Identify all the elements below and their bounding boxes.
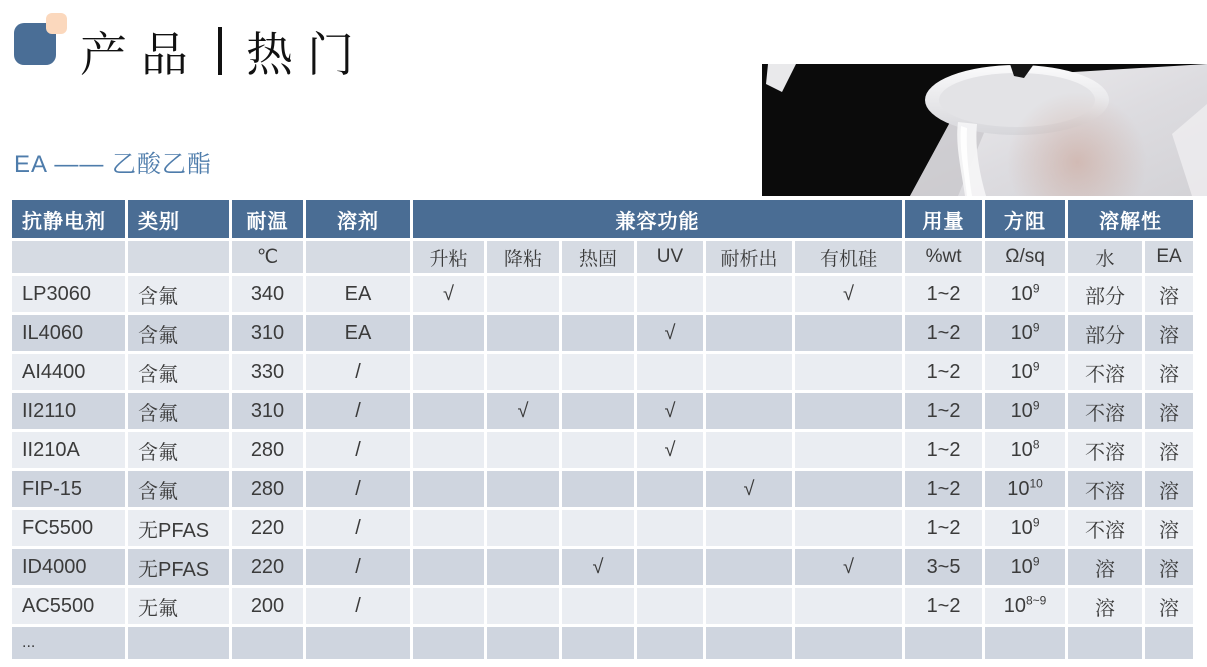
table-cell: 1~2 bbox=[905, 276, 982, 312]
table-cell bbox=[795, 627, 902, 659]
table-cell bbox=[706, 627, 792, 659]
table-cell: 无PFAS bbox=[128, 510, 229, 546]
table-cell: √ bbox=[637, 393, 703, 429]
table-row bbox=[12, 276, 1193, 312]
table-cell: 200 bbox=[232, 588, 303, 624]
resistance-value: $10^9$ bbox=[985, 354, 1065, 390]
table-cell bbox=[413, 354, 484, 390]
table-cell bbox=[795, 315, 902, 351]
table-row bbox=[12, 393, 1193, 429]
table-cell bbox=[562, 627, 634, 659]
resistance-value: $10^9$ bbox=[985, 315, 1065, 351]
resistance-value: $10^{10}$ bbox=[985, 471, 1065, 507]
table-cell: √ bbox=[706, 471, 792, 507]
product-name-cell: II210A bbox=[12, 432, 125, 468]
table-subheader-row bbox=[12, 241, 1193, 273]
table-cell bbox=[487, 432, 559, 468]
table-subheader-cell: 升粘 bbox=[413, 241, 484, 273]
table-cell bbox=[413, 510, 484, 546]
table-subheader-cell: EA bbox=[1145, 241, 1193, 273]
section-subtitle: EA —— 乙酸乙酯 bbox=[14, 151, 213, 178]
table-cell: 1~2 bbox=[905, 471, 982, 507]
table-header-cell: 类别 bbox=[128, 200, 229, 238]
table-cell: 溶 bbox=[1145, 549, 1193, 585]
table-cell bbox=[487, 627, 559, 659]
table-cell: 溶 bbox=[1145, 276, 1193, 312]
table-subheader-cell: Ω/sq bbox=[985, 241, 1065, 273]
table-cell bbox=[562, 510, 634, 546]
table-row bbox=[12, 432, 1193, 468]
table-cell: 无PFAS bbox=[128, 549, 229, 585]
table-cell bbox=[487, 471, 559, 507]
page-title-right: 热门 bbox=[246, 29, 368, 82]
table-cell bbox=[706, 432, 792, 468]
table-cell bbox=[487, 549, 559, 585]
product-name-cell: LP3060 bbox=[12, 276, 125, 312]
table-cell: / bbox=[306, 510, 410, 546]
table-row bbox=[12, 471, 1193, 507]
table-header-cell: 溶剂 bbox=[306, 200, 410, 238]
resistance-value: $10^{8\sim 9}$ bbox=[985, 588, 1065, 624]
table-cell: 310 bbox=[232, 393, 303, 429]
table-row bbox=[12, 549, 1193, 585]
table-row bbox=[12, 510, 1193, 546]
table-cell: 溶 bbox=[1145, 432, 1193, 468]
table-cell bbox=[706, 315, 792, 351]
table-subheader-cell: 水 bbox=[1068, 241, 1142, 273]
table-cell: 1~2 bbox=[905, 315, 982, 351]
product-name-cell: AC5500 bbox=[12, 588, 125, 624]
product-name-cell: ID4000 bbox=[12, 549, 125, 585]
table-cell: 1~2 bbox=[905, 393, 982, 429]
table-cell bbox=[562, 393, 634, 429]
table-cell bbox=[795, 393, 902, 429]
table-cell: 含氟 bbox=[128, 354, 229, 390]
product-name-cell: IL4060 bbox=[12, 315, 125, 351]
resistance-value: $10^9$ bbox=[985, 276, 1065, 312]
table-cell bbox=[128, 627, 229, 659]
table-header-row bbox=[12, 200, 1193, 238]
table-cell: 340 bbox=[232, 276, 303, 312]
table-cell: 无氟 bbox=[128, 588, 229, 624]
table-cell: 1~2 bbox=[905, 588, 982, 624]
logo-mark bbox=[13, 12, 69, 68]
table-cell bbox=[706, 549, 792, 585]
products-table-wrap bbox=[9, 197, 1196, 662]
table-subheader-cell bbox=[128, 241, 229, 273]
table-cell: 部分 bbox=[1068, 276, 1142, 312]
table-row bbox=[12, 588, 1193, 624]
table-cell bbox=[413, 549, 484, 585]
table-cell: 不溶 bbox=[1068, 354, 1142, 390]
page-title-left: 产品 bbox=[80, 29, 202, 82]
table-row bbox=[12, 354, 1193, 390]
table-subheader-cell bbox=[306, 241, 410, 273]
table-cell bbox=[637, 588, 703, 624]
table-subheader-cell: %wt bbox=[905, 241, 982, 273]
table-cell: √ bbox=[487, 393, 559, 429]
table-cell: / bbox=[306, 471, 410, 507]
table-cell bbox=[706, 354, 792, 390]
table-header-cell: 溶解性 bbox=[1068, 200, 1193, 238]
table-cell bbox=[487, 588, 559, 624]
table-cell bbox=[487, 315, 559, 351]
table-cell: 310 bbox=[232, 315, 303, 351]
table-cell: 含氟 bbox=[128, 276, 229, 312]
product-name-cell: ... bbox=[12, 627, 125, 659]
table-cell: 部分 bbox=[1068, 315, 1142, 351]
logo-peach-square-icon bbox=[46, 13, 67, 34]
table-cell bbox=[637, 549, 703, 585]
table-header-cell: 方阻 bbox=[985, 200, 1065, 238]
resistance-value: $10^9$ bbox=[985, 510, 1065, 546]
table-cell: √ bbox=[637, 315, 703, 351]
table-cell: 220 bbox=[232, 549, 303, 585]
resistance-value: $10^9$ bbox=[985, 549, 1065, 585]
product-name-cell: FIP-15 bbox=[12, 471, 125, 507]
product-name-cell: FC5500 bbox=[12, 510, 125, 546]
table-cell bbox=[562, 471, 634, 507]
table-cell bbox=[706, 510, 792, 546]
table-cell: 溶 bbox=[1145, 471, 1193, 507]
table-cell bbox=[413, 627, 484, 659]
table-cell: 280 bbox=[232, 432, 303, 468]
table-cell: 不溶 bbox=[1068, 432, 1142, 468]
table-cell: 不溶 bbox=[1068, 393, 1142, 429]
table-cell bbox=[905, 627, 982, 659]
table-cell bbox=[413, 393, 484, 429]
table-subheader-cell: ℃ bbox=[232, 241, 303, 273]
table-cell: / bbox=[306, 432, 410, 468]
table-cell: 含氟 bbox=[128, 432, 229, 468]
table-cell bbox=[306, 627, 410, 659]
table-cell bbox=[413, 432, 484, 468]
table-cell bbox=[795, 471, 902, 507]
table-cell bbox=[985, 627, 1065, 659]
table-cell bbox=[562, 315, 634, 351]
table-cell: 1~2 bbox=[905, 432, 982, 468]
resistance-value: $10^9$ bbox=[985, 393, 1065, 429]
table-cell: 溶 bbox=[1068, 588, 1142, 624]
table-header-cell: 用量 bbox=[905, 200, 982, 238]
page-title bbox=[80, 22, 368, 80]
table-header-cell: 兼容功能 bbox=[413, 200, 902, 238]
table-header-cell: 耐温 bbox=[232, 200, 303, 238]
table-cell bbox=[637, 510, 703, 546]
table-cell bbox=[487, 276, 559, 312]
table-cell bbox=[487, 510, 559, 546]
table-cell: √ bbox=[413, 276, 484, 312]
table-cell: 溶 bbox=[1145, 315, 1193, 351]
table-cell bbox=[562, 276, 634, 312]
table-cell: / bbox=[306, 588, 410, 624]
liquid-pour-photo bbox=[762, 64, 1207, 196]
table-cell bbox=[795, 588, 902, 624]
table-cell bbox=[1068, 627, 1142, 659]
table-cell: 溶 bbox=[1145, 393, 1193, 429]
table-cell: 不溶 bbox=[1068, 471, 1142, 507]
table-cell: EA bbox=[306, 315, 410, 351]
table-cell: 220 bbox=[232, 510, 303, 546]
table-cell: 含氟 bbox=[128, 471, 229, 507]
table-cell: √ bbox=[795, 549, 902, 585]
table-cell bbox=[562, 432, 634, 468]
table-subheader-cell: 耐析出 bbox=[706, 241, 792, 273]
table-subheader-cell bbox=[12, 241, 125, 273]
table-cell: √ bbox=[795, 276, 902, 312]
table-cell: 不溶 bbox=[1068, 510, 1142, 546]
table-cell: 1~2 bbox=[905, 510, 982, 546]
product-name-cell: II2110 bbox=[12, 393, 125, 429]
table-cell bbox=[562, 588, 634, 624]
table-cell bbox=[795, 510, 902, 546]
table-subheader-cell: UV bbox=[637, 241, 703, 273]
table-cell bbox=[637, 471, 703, 507]
title-divider bbox=[218, 27, 222, 75]
table-cell bbox=[413, 588, 484, 624]
table-cell bbox=[637, 627, 703, 659]
table-cell bbox=[1145, 627, 1193, 659]
table-cell: 溶 bbox=[1145, 588, 1193, 624]
table-subheader-cell: 热固 bbox=[562, 241, 634, 273]
table-cell: 含氟 bbox=[128, 393, 229, 429]
table-cell: 溶 bbox=[1068, 549, 1142, 585]
table-cell bbox=[795, 432, 902, 468]
table-cell bbox=[706, 276, 792, 312]
table-cell bbox=[413, 315, 484, 351]
table-cell bbox=[795, 354, 902, 390]
table-cell: 溶 bbox=[1145, 354, 1193, 390]
table-cell bbox=[637, 276, 703, 312]
table-cell: EA bbox=[306, 276, 410, 312]
table-subheader-cell: 有机硅 bbox=[795, 241, 902, 273]
table-cell: √ bbox=[562, 549, 634, 585]
table-cell: / bbox=[306, 549, 410, 585]
table-cell: 3~5 bbox=[905, 549, 982, 585]
table-row bbox=[12, 627, 1193, 659]
table-cell bbox=[487, 354, 559, 390]
table-cell: 280 bbox=[232, 471, 303, 507]
products-table bbox=[9, 197, 1196, 662]
table-cell: 溶 bbox=[1145, 510, 1193, 546]
table-cell bbox=[232, 627, 303, 659]
resistance-value: $10^8$ bbox=[985, 432, 1065, 468]
table-subheader-cell: 降粘 bbox=[487, 241, 559, 273]
table-cell: 含氟 bbox=[128, 315, 229, 351]
table-cell: / bbox=[306, 354, 410, 390]
table-cell bbox=[706, 393, 792, 429]
table-cell bbox=[637, 354, 703, 390]
table-row bbox=[12, 315, 1193, 351]
table-cell bbox=[562, 354, 634, 390]
table-cell bbox=[706, 588, 792, 624]
table-cell: √ bbox=[637, 432, 703, 468]
table-cell: 1~2 bbox=[905, 354, 982, 390]
table-header-cell: 抗静电剂 bbox=[12, 200, 125, 238]
table-cell bbox=[413, 471, 484, 507]
table-cell: 330 bbox=[232, 354, 303, 390]
table-cell: / bbox=[306, 393, 410, 429]
product-name-cell: AI4400 bbox=[12, 354, 125, 390]
